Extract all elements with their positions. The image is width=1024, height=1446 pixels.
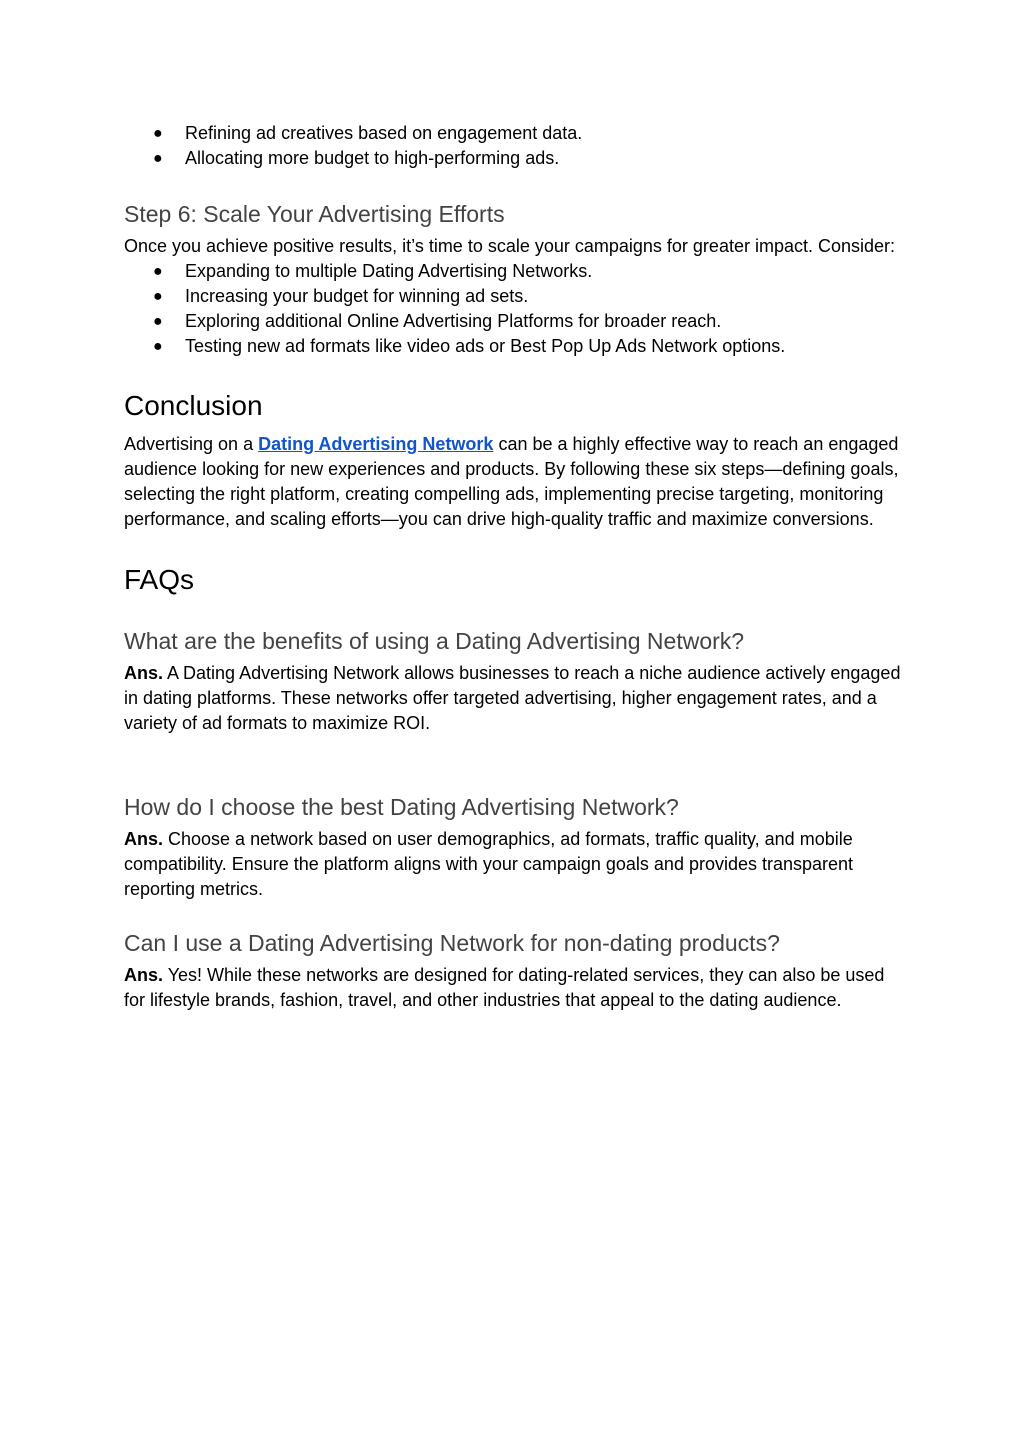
list-item-text: Testing new ad formats like video ads or Best Pop Up Ads Network options. [185, 336, 786, 356]
list-item-text: Refining ad creatives based on engagement data. [185, 123, 583, 143]
faq-question: How do I choose the best Dating Advertising Network? [124, 794, 679, 820]
faq-answer-text: Choose a network based on user demographics, ad formats, traffic quality, and mobile compatibility. Ensure the platform aligns with your campaign goals and provides transparent reporting metrics. [124, 829, 854, 899]
faq-answer [124, 661, 904, 736]
faq-answer [124, 827, 904, 902]
dating-advertising-network-link[interactable]: Dating Advertising Network [258, 434, 494, 454]
answer-label: Ans. [124, 829, 164, 849]
document-content [124, 121, 904, 1013]
list-item-text: Increasing your budget for winning ad sets. [185, 286, 529, 306]
faq-answer-text: A Dating Advertising Network allows businesses to reach a niche audience actively engaged in dating platforms. These networks offer targeted advertising, higher engagement rates, and a variety of ad formats to maximize ROI. [124, 663, 901, 733]
list-item [124, 121, 904, 146]
list-item [124, 146, 904, 171]
bullet-list-top [124, 121, 904, 171]
faq-question: What are the benefits of using a Dating Advertising Network? [124, 628, 745, 654]
conclusion-text-end: can be a highly effective way to reach an engaged audience looking for new experiences and products. By following these six steps—defining goals, selecting the right platform, creating compelling ads, implementing precise targeting, monitoring performance, and scaling efforts—you can drive high-quality traffic and maximize conversions. [124, 434, 899, 529]
step6-bullet-list [124, 259, 904, 359]
step6-heading: Step 6: Scale Your Advertising Efforts [124, 201, 505, 227]
conclusion-paragraph [124, 432, 904, 532]
bullet-icon: ● [153, 263, 163, 280]
answer-label: Ans. [124, 663, 164, 683]
conclusion-heading: Conclusion [124, 390, 263, 421]
conclusion-text-start: Advertising on a [124, 434, 259, 454]
list-item-text: Exploring additional Online Advertising Platforms for broader reach. [185, 311, 722, 331]
list-item [124, 259, 904, 284]
faq-answer-text: Yes! While these networks are designed for dating-related services, they can also be used for lifestyle brands, fashion, travel, and other industries that appeal to the dating audience. [124, 965, 885, 1010]
bullet-icon: ● [153, 125, 163, 142]
bullet-icon: ● [153, 313, 163, 330]
bullet-icon: ● [153, 288, 163, 305]
list-item-text: Expanding to multiple Dating Advertising Networks. [185, 261, 593, 281]
list-item-text: Allocating more budget to high-performing ads. [185, 148, 560, 168]
faqs-heading: FAQs [124, 564, 195, 595]
step6-intro: Once you achieve positive results, it’s time to scale your campaigns for greater impact. Consider: [124, 236, 896, 256]
faq-question: Can I use a Dating Advertising Network for non-dating products? [124, 930, 780, 956]
bullet-icon: ● [153, 150, 163, 167]
faq-answer [124, 963, 904, 1013]
list-item [124, 334, 904, 359]
list-item [124, 284, 904, 309]
answer-label: Ans. [124, 965, 164, 985]
bullet-icon: ● [153, 338, 163, 355]
list-item [124, 309, 904, 334]
